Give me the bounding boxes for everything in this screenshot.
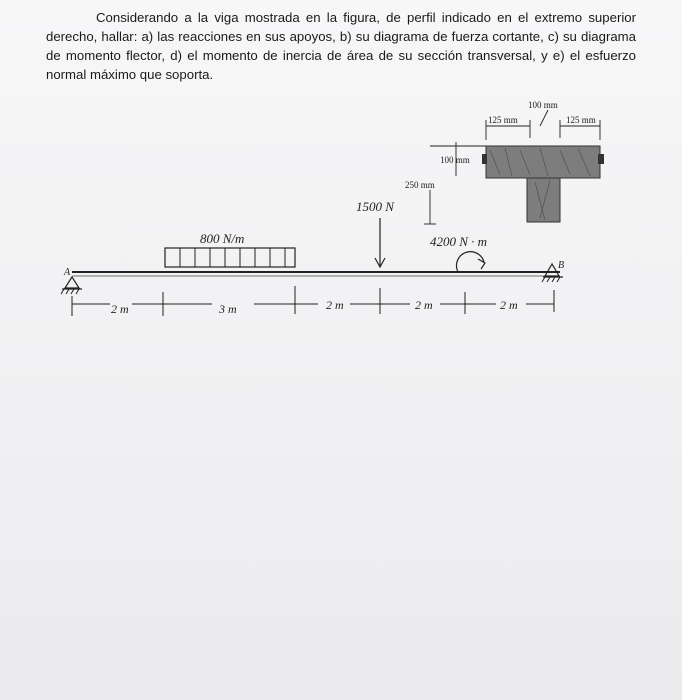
cross-section xyxy=(482,146,604,222)
distributed-load-label: 800 N/m xyxy=(200,231,245,246)
span-1: 2 m xyxy=(111,302,129,316)
problem-statement: Considerando a la viga mostrada en la figura, de perfil indicado en el extremo superior derecho, hallar: a) las reacciones en sus apoyos, b) su diagrama de fuerza cortante, c) su diagrama de momento flector, d) el momento de inercia de área de su sección transversal, y e) el esfuerzo normal máximo que soporta. xyxy=(46,10,636,82)
section-total-height: 250 mm xyxy=(405,180,435,190)
section-left-flange: 125 mm xyxy=(488,115,518,125)
section-flange-thickness: 100 mm xyxy=(440,155,470,165)
span-4: 2 m xyxy=(415,298,433,312)
point-load-label: 1500 N xyxy=(356,199,394,214)
span-dimensions xyxy=(72,286,554,316)
section-top-width: 100 mm xyxy=(528,100,558,110)
moment-symbol xyxy=(456,252,485,272)
span-2: 3 m xyxy=(219,302,237,316)
span-3: 2 m xyxy=(326,298,344,312)
span-5: 2 m xyxy=(500,298,518,312)
support-a xyxy=(61,277,82,294)
moment-label: 4200 N · m xyxy=(430,234,488,249)
distributed-load xyxy=(165,248,295,267)
point-load-arrow xyxy=(375,218,385,267)
support-b-label: B xyxy=(558,260,565,271)
support-a-label: A xyxy=(64,267,71,278)
section-right-flange: 125 mm xyxy=(566,115,596,125)
